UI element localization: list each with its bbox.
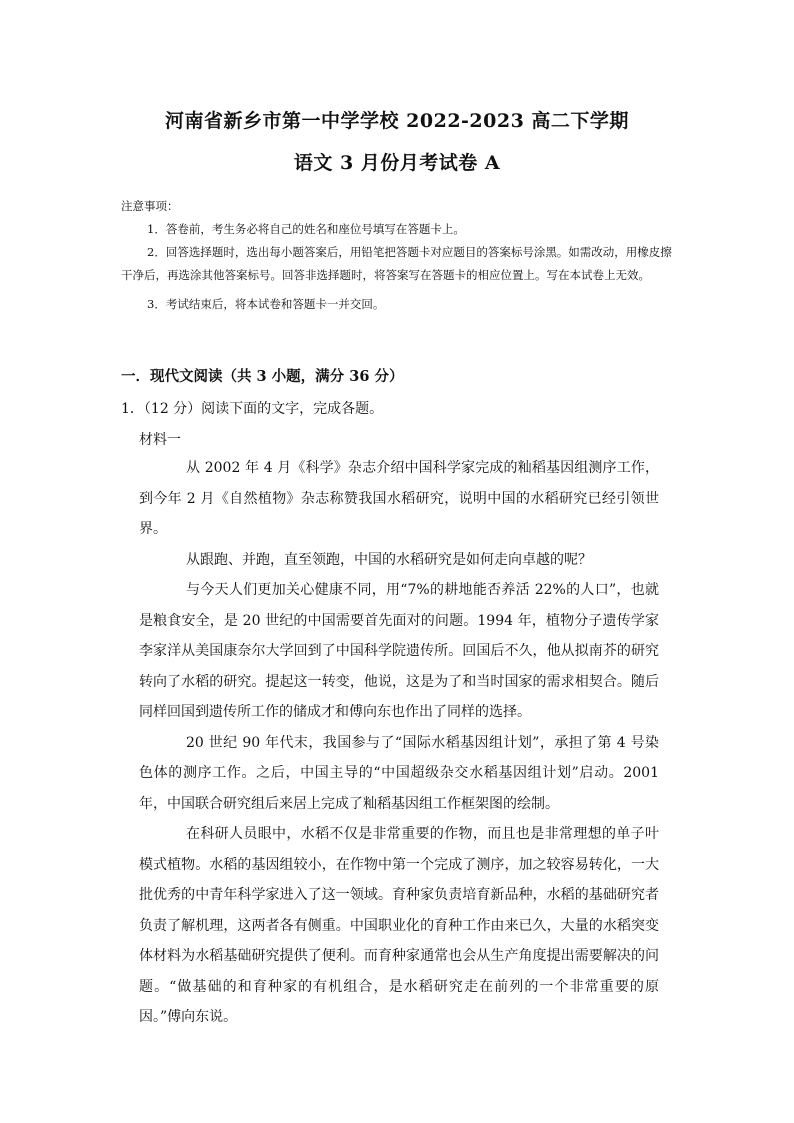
section-title: 一．现代文阅读（共 3 小题，满分 36 分）: [121, 368, 404, 385]
paragraph: 从 2002 年 4 月《科学》杂志介绍中国科学家完成的籼稻基因组测序工作，到今年 2 月《自然植物》杂志称赞我国水稻研究，说明中国的水稻研究已经引领世界。: [139, 460, 659, 537]
notice-item-2: 2．回答选择题时，选出每小题答案后，用铅笔把答题卡对应题目的答案标号涂黑。如需改动，用橡皮擦干净后，再选涂其他答案标号。回答非选择题时，将答案写在答题卡的相应位置上。写在本试卷上无效。: [121, 245, 672, 282]
material-label: 材料一: [139, 432, 181, 448]
page-subtitle: 语文 3 月份月考试卷 A: [293, 152, 501, 174]
paragraph: 在科研人员眼中，水稻不仅是非常重要的作物，而且也是非常理想的单子叶模式植物。水稻的基因组较小，在作物中第一个完成了测序，加之较容易转化，一大批优秀的中青年科学家进入了这一领域。育种家负责培育新品种，水稻的基础研究者负责了解机理，这两者各有侧重。中国职业化的育种工作由来已久，大量的水稻突变体材料为水稻基础研究提供了便利。而育种家通常也会从生产角度提出需要解决的问题。“做基础的和育种家的有机组合，是水稻研究走在前列的一个非常重要的原因。”傅向东说。: [139, 826, 659, 1025]
question-stem: 1．（12 分）阅读下面的文字，完成各题。: [121, 401, 384, 417]
page-title: 河南省新乡市第一中学学校 2022-2023 高二下学期: [165, 110, 629, 132]
paragraph: 与今天人们更加关心健康不同，用“7%的耕地能否养活 22%的人口”，也就是粮食安全，是 20 世纪的中国需要首先面对的问题。1994 年，植物分子遗传学家李家洋从美国康奈尔大学回到了中国科学院遗传所。回国后不久，他从拟南芥的研究转向了水稻的研究。提起这一转变，他说，这是为了和当时国家的需求相契合。随后同样回国到遗传所工作的储成才和傅向东也作出了同样的选择。: [139, 582, 659, 720]
paragraph: 从跟跑、并跑，直至领跑，中国的水稻研究是如何走向卓越的呢？: [186, 551, 592, 568]
passage-body: [139, 453, 659, 1033]
notice-section: [121, 195, 681, 316]
notice-item-3: 3．考试结束后，将本试卷和答题卡一并交回。: [147, 297, 385, 311]
paragraph: 20 世纪 90 年代末，我国参与了“国际水稻基因组计划”，承担了第 4 号染色体的测序工作。之后，中国主导的“中国超级杂交水稻基因组计划”启动。2001 年，中国联合研究组后来居上完成了籼稻基因组工作框架图的绘制。: [139, 734, 659, 812]
notice-heading: 注意事项：: [121, 199, 179, 213]
notice-item-1: 1．答卷前，考生务必将自己的姓名和座位号填写在答题卡上。: [147, 222, 465, 236]
